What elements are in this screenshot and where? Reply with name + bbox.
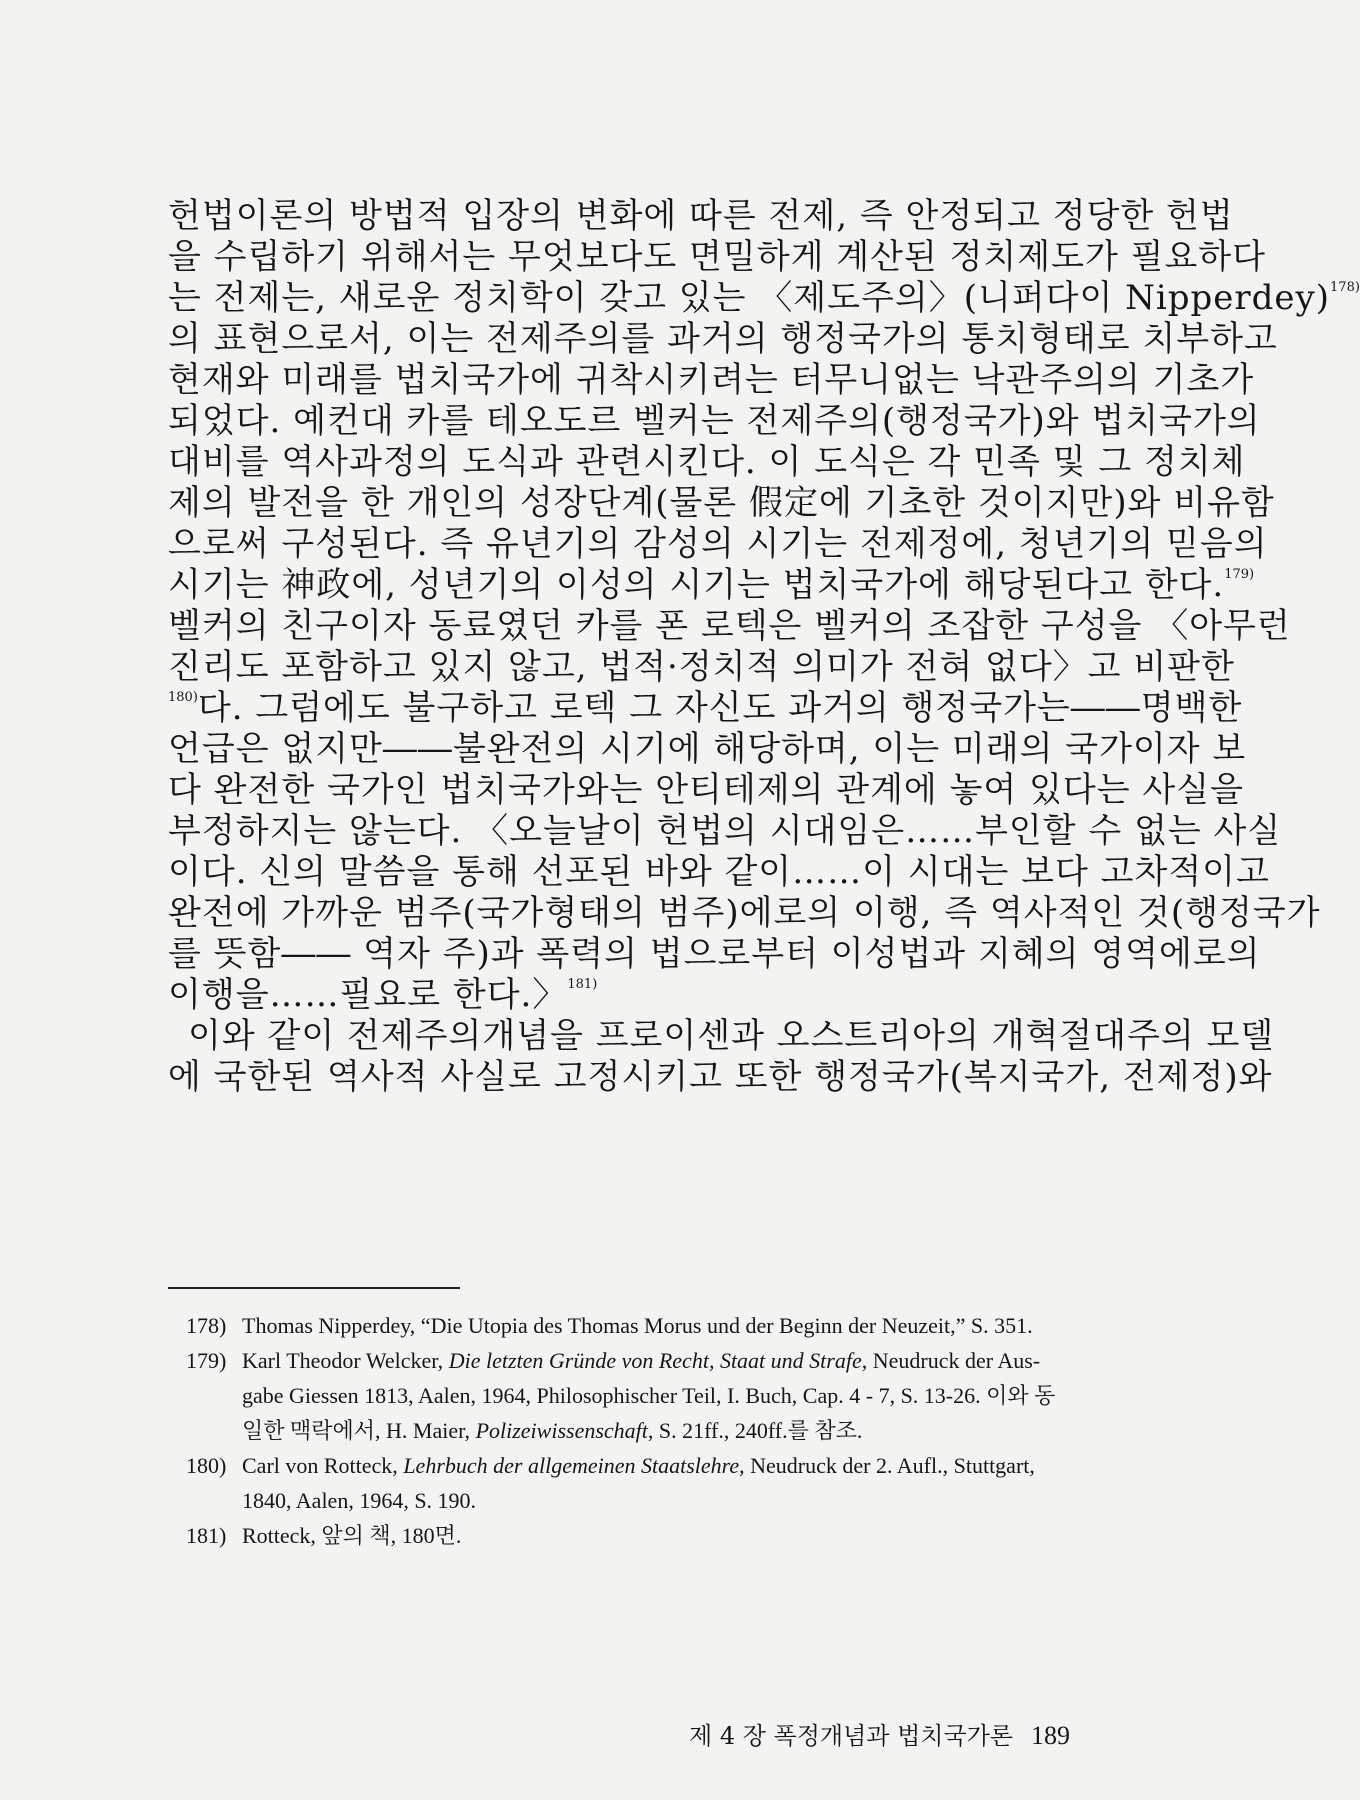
body-line: 현재와 미래를 법치국가에 귀착시키려는 터무니없는 낙관주의의 기초가 [168,360,1255,400]
body-line: 이다. 신의 말씀을 통해 선포된 바와 같이……이 시대는 보다 고차적이고 [168,852,1270,892]
running-footer [640,1716,1070,1751]
body-line: 에 국한된 역사적 사실로 고정시키고 또한 행정국가(복지국가, 전제정)와 [168,1057,1273,1097]
body-line: 를 뜻함―― 역자 주)과 폭력의 법으로부터 이성법과 지혜의 영역에로의 [168,934,1261,974]
body-line: 으로써 구성된다. 즉 유년기의 감성의 시기는 전제정에, 청년기의 믿음의 [168,524,1268,564]
footnote-line: 1840, Aalen, 1964, S. 190. [242,1488,477,1513]
footnote-number: 180) [186,1453,227,1478]
body-line: 대비를 역사과정의 도식과 관련시킨다. 이 도식은 각 민족 및 그 정치체 [168,442,1246,482]
body-line: 을 수립하기 위해서는 무엇보다도 면밀하게 계산된 정치제도가 필요하다 [168,237,1266,277]
footnote-line: Thomas Nipperdey, “Die Utopia des Thomas Morus und der Beginn der Neuzeit,” S. 351. [242,1313,1033,1338]
body-line: 완전에 가까운 범주(국가형태의 범주)에로의 이행, 즉 역사적인 것(행정국가 [168,893,1321,933]
body-line: 의 표현으로서, 이는 전제주의를 과거의 행정국가의 통치형태로 치부하고 [168,319,1278,359]
footnote-180 [186,1448,1070,1518]
footnote-line: Carl von Rotteck, Lehrbuch der allgemeinen Staatslehre, Neudruck der 2. Aufl., Stuttgart, [242,1453,1035,1478]
body-line: 부정하지는 않는다. 〈오늘날이 헌법의 시대임은……부인할 수 없는 사실 [168,811,1282,851]
footnote-line: Karl Theodor Welcker, Die letzten Gründe von Recht, Staat und Strafe, Neudruck der Aus- [242,1348,1041,1373]
footnote-179 [186,1343,1070,1448]
footnote-number: 181) [186,1523,227,1548]
body-line: 제의 발전을 한 개인의 성장단계(물론 假定에 기초한 것이지만)와 비유함 [168,483,1275,523]
footnote-line: 일한 맥락에서, H. Maier, Polizeiwissenschaft, S. 21ff., 240ff.를 참조. [242,1418,863,1443]
body-line: 언급은 없지만――불완전의 시기에 해당하며, 이는 미래의 국가이자 보 [168,729,1247,769]
work-title: Lehrbuch der allgemeinen Staatslehre [403,1453,740,1478]
work-title: Polizeiwissenschaft [475,1418,648,1443]
body-line: 는 전제는, 새로운 정치학이 갖고 있는 〈제도주의〉(니퍼다이 Nipperdey)$^{178)}$ [168,278,1360,318]
body-line: $^{180)}$다. 그럼에도 불구하고 로텍 그 자신도 과거의 행정국가는――명백한 [168,688,1243,728]
body-line: 벨커의 친구이자 동료였던 카를 폰 로텍은 벨커의 조잡한 구성을 〈아무런 [168,606,1291,646]
footnote-ref-180: 180) [168,690,198,705]
footnote-178 [186,1308,1070,1343]
footnote-number: 179) [186,1348,227,1373]
footnote-181 [186,1518,1070,1553]
footnote-ref-179: 179) [1224,567,1255,582]
footnote-ref-181: 181) [567,977,598,992]
body-text [168,196,1360,1098]
footnote-line: Rotteck, 앞의 책, 180면. [242,1523,462,1548]
footnote-line: gabe Giessen 1813, Aalen, 1964, Philosophischer Teil, I. Buch, Cap. 4 - 7, S. 13-26. 이와 동 [242,1383,1056,1408]
footnotes [186,1308,1070,1553]
body-line: 진리도 포함하고 있지 않고, 법적·정치적 의미가 전혀 없다〉고 비판한 [168,647,1235,687]
body-line: 되었다. 예컨대 카를 테오도르 벨커는 전제주의(행정국가)와 법치국가의 [168,401,1261,441]
footnote-divider [168,1287,460,1289]
body-line: 헌법이론의 방법적 입장의 변화에 따른 전제, 즉 안정되고 정당한 헌법 [168,196,1234,236]
body-line: 이행을……필요로 한다.〉$^{181)}$ [168,975,598,1015]
footnote-number: 178) [186,1313,227,1338]
body-line: 다 완전한 국가인 법치국가와는 안티테제의 관계에 놓여 있다는 사실을 [168,770,1244,810]
body-line: 이와 같이 전제주의개념을 프로이센과 오스트리아의 개혁절대주의 모델 [188,1016,1275,1056]
footnote-ref-178: 178) [1330,280,1360,295]
body-line: 시기는 神政에, 성년기의 이성의 시기는 법치국가에 해당된다고 한다.$^{179)}$ [168,565,1255,605]
chapter-title: 제 4 장 폭정개념과 법치국가론 [689,1722,1013,1750]
work-title: Die letzten Gründe von Recht, Staat und Strafe [448,1348,862,1373]
page-number: 189 [1031,1721,1070,1750]
